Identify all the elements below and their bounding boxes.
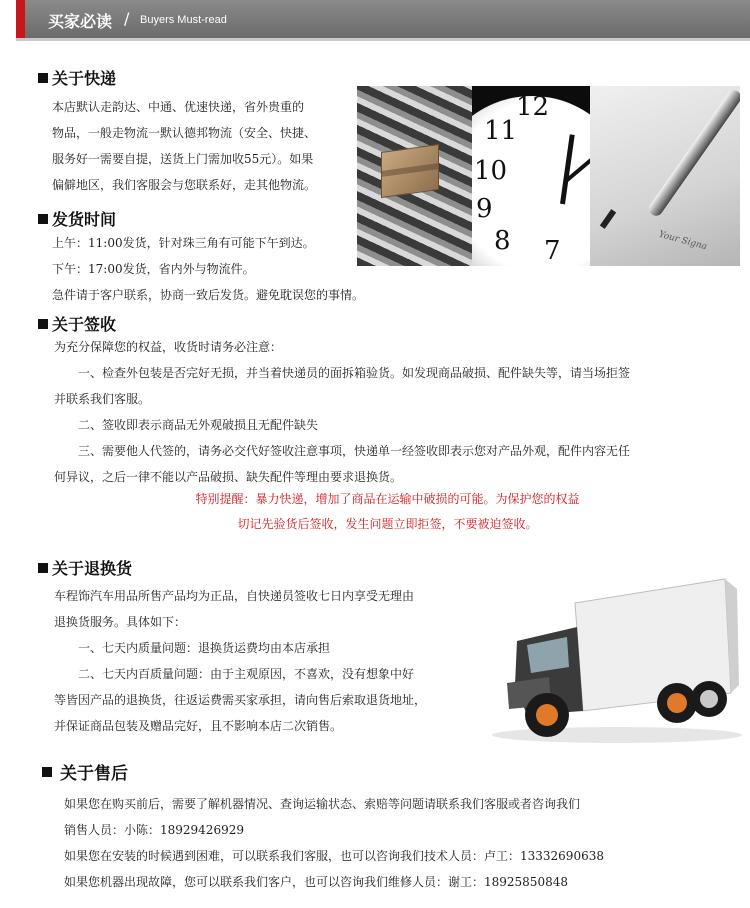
delivery-truck-photo — [487, 575, 745, 745]
header-bar — [16, 0, 750, 38]
package-box — [381, 144, 439, 198]
header-subtitle: Buyers Must-read — [140, 14, 227, 26]
signing-notice-2: 切记先验货后签收，发生问题立即拒签，不要被迫签收。 — [237, 517, 538, 531]
header-separator: / — [124, 9, 130, 28]
bullet-square-icon — [38, 563, 48, 573]
signing-notice-1: 特别提醒：暴力快递，增加了商品在运输中破损的可能。为保护您的权益 — [195, 492, 580, 506]
shipping-section-title: 发货时间 — [38, 207, 116, 230]
header-accent — [16, 0, 25, 38]
aftersales-text: 如果您在购买前后，需要了解机器情况、查询运输状态、索赔等问题请联系我们客服或者咨询我们 销售人员：小陈：18929426929 如果您在安装的时候遇到困难，可以联系我们客服，也可以咨询我们技术人员：卢工：13332690638 如果您机器出现故障，您可以联系我们客户，也可以咨询我们维修人员：谢工：18925850848 — [64, 797, 604, 889]
pen-icon — [646, 88, 740, 219]
bullet-square-icon — [38, 73, 48, 83]
bullet-square-icon — [38, 319, 48, 329]
clock-photo: 12 11 10 9 8 7 — [472, 86, 602, 266]
signing-section-title: 关于签收 — [38, 312, 116, 335]
aftersales-section-title: 关于售后 — [42, 759, 128, 784]
signature-text: Your Signa — [657, 229, 708, 253]
pen-signature-photo — [590, 86, 740, 266]
express-section-title: 关于快递 — [38, 66, 116, 89]
bullet-square-icon — [42, 767, 52, 777]
header-divider — [16, 38, 750, 41]
conveyor-package-photo — [357, 86, 487, 266]
signing-text: 为充分保障您的权益，收货时请务必注意： 一、检查外包装是否完好无损，并当着快递员的面拆箱验货。如发现商品破损、配件缺失等，请当场拒签 并联系我们客服。 二、签收即表示商品无外观破损且无配件缺失 三、需要他人代签的，请务必交代好签收注意事项，快递单一经签收即表示您对产品外观，配件内容无任 何异议，之后一律不能以产品破损、缺失配件等理由要求退换货。 — [54, 340, 631, 484]
shipping-text: 上午：11:00发货，针对珠三角有可能下午到达。 下午：17:00发货，省内外与物流件。 急件请于客户联系，协商一致后发货。避免耽误您的事情。 — [52, 236, 365, 302]
bullet-square-icon — [38, 214, 48, 224]
express-text: 本店默认走韵达、中通、优速快递，省外贵重的 物品，一般走物流一默认德邦物流（安全、快捷、 服务好一需要自提，送货上门需加收55元）。如果 偏僻地区，我们客服会与您联系好，走其他物流。 — [52, 100, 317, 192]
returns-section-title: 关于退换货 — [38, 556, 132, 579]
header-title: 买家必读 — [48, 12, 113, 31]
returns-text: 车程饰汽车用品所售产品均为正品，自快递员签收七日内享受无理由 退换货服务。具体如下： 一、七天内质量问题：退换货运费均由本店承担 二、七天内百质量问题：由于主观原因，不喜欢，没有想象中好 等皆因产品的退换货，往返运费需买家承担，请向售后索取退货地址， 并保证商品包装及赠品完好，且不影响本店二次销售。 — [54, 589, 427, 733]
